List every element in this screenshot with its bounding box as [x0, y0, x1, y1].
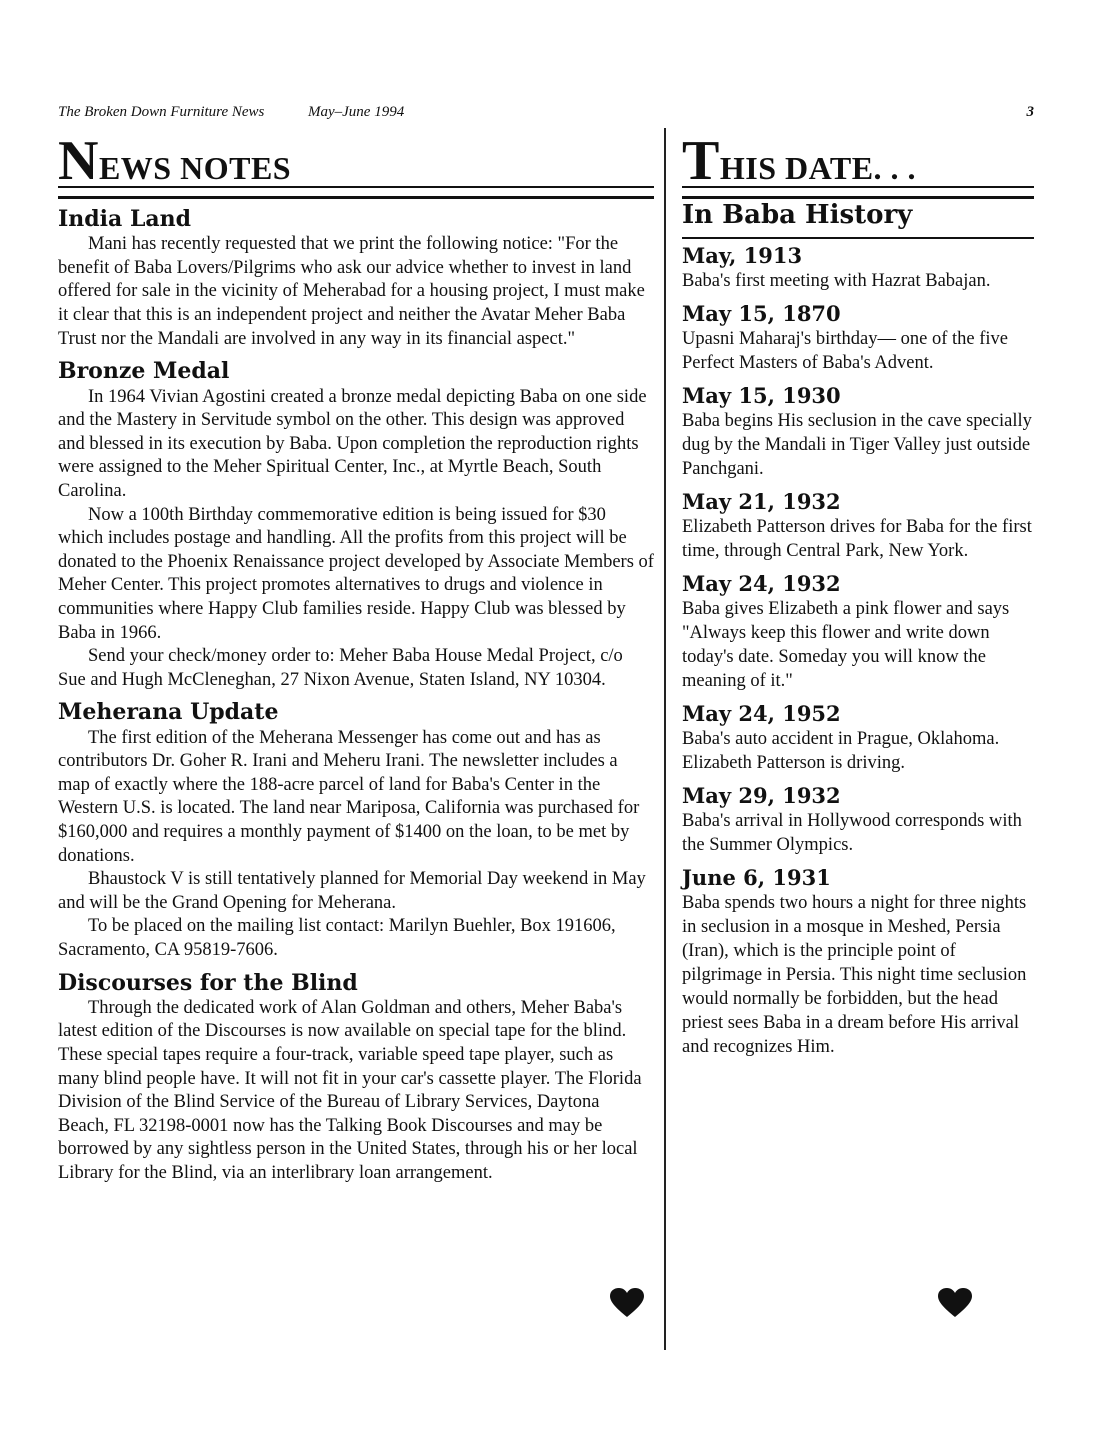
history-entry: [682, 243, 1034, 293]
entry-date: May 15, 1930: [682, 382, 841, 408]
history-entry: [682, 571, 1034, 693]
entry-text: Baba's auto accident in Prague, Oklahoma. Elizabeth Patterson is driving.: [682, 728, 1000, 773]
section-heading: Meherana Update: [58, 699, 279, 726]
paragraph: In 1964 Vivian Agostini created a bronze medal depicting Baba on one side and the Mastery in Servitude symbol on the other. This design was approved and blessed in its execution by Baba. Upon completion the reproduction rights were assigned to the Meher Spiritual Center, Inc., at Myrtle Beach, South Carolina.: [58, 386, 647, 501]
paragraph: Through the dedicated work of Alan Goldman and others, Meher Baba's latest edition of the Discourses is now available on special tape for the blind. These special tapes require a four-track, variable speed tape player, such as many blind people have. It will not fit in your car's cassette player. The Florida Division of the Blind Service of the Bureau of Library Services, Daytona Beach, FL 32198-0001 now has the Talking Book Discourses and may be borrowed by any sightless person in the United States, through his or her local Library for the Blind, via an interlibrary loan arrangement.: [58, 997, 642, 1183]
entry-date: May 24, 1932: [682, 570, 841, 596]
entry-text: Baba's first meeting with Hazrat Babajan.: [682, 270, 991, 291]
history-entry: [682, 701, 1034, 775]
entry-date: May 15, 1870: [682, 300, 841, 326]
news-notes-column: [58, 130, 654, 1186]
section-heading: Discourses for the Blind: [58, 969, 358, 996]
this-date-title: THIS DATE. . .: [682, 130, 917, 192]
history-entry: [682, 489, 1034, 563]
history-entry: [682, 383, 1034, 481]
issue-date: May–June 1994: [308, 104, 405, 120]
entry-date: June 6, 1931: [682, 864, 831, 890]
paragraph: Now a 100th Birthday commemorative edition is being issued for $30 which includes postage and handling. All the profits from this project will be donated to the Phoenix Renaissance project developed by Associate Members of Meher Center. This project promotes alternatives to drugs and violence in communities where Happy Club families reside. Happy Club was blessed by Baba in 1966.: [58, 504, 654, 643]
entry-date: May 21, 1932: [682, 488, 841, 514]
section-heading: Bronze Medal: [58, 358, 230, 385]
entry-date: May 24, 1952: [682, 700, 841, 726]
heart-icon: [938, 1288, 972, 1318]
publication-name: The Broken Down Furniture News: [58, 104, 265, 120]
column-divider: [664, 128, 666, 1350]
section-heading: India Land: [58, 206, 192, 232]
paragraph: Mani has recently requested that we print the following notice: "For the benefit of Baba Lovers/Pilgrims who ask our advice whether to invest in land offered for sale in the vicinity of Meherabad for a housing project, I must make it clear that this is an independent project and neither the Avatar Meher Baba Trust nor the Mandali are involved in any way in its financial aspect.": [58, 234, 645, 349]
entry-text: Upasni Maharaj's birthday— one of the five Perfect Masters of Baba's Advent.: [682, 328, 1008, 373]
entry-date: May 29, 1932: [682, 782, 841, 808]
masthead-rule: [682, 192, 1034, 199]
entry-text: Baba gives Elizabeth a pink flower and says "Always keep this flower and write down today's date. Someday you will know the meaning of it.": [682, 598, 1010, 691]
paragraph: To be placed on the mailing list contact: Marilyn Buehler, Box 191606, Sacramento, CA 95819-7606.: [58, 916, 616, 960]
this-date-masthead: [682, 130, 1034, 192]
history-entry: [682, 865, 1034, 1059]
section-bronze-medal: [58, 359, 654, 692]
section-discourses-for-the-blind: [58, 971, 654, 1186]
entry-text: Baba spends two hours a night for three nights in seclusion in a mosque in Meshed, Persia (Iran), which is the principle point of pilgrimage in Persia. This night time seclusion would normally be forbidden, but the head priest sees Baba in a dream before His arrival and recognizes Him.: [682, 892, 1027, 1057]
entry-text: Baba begins His seclusion in the cave specially dug by the Mandali in Tiger Valley just outside Panchgani.: [682, 410, 1032, 479]
section-india-land: [58, 207, 654, 351]
news-notes-title: NEWS NOTES: [58, 130, 292, 192]
entry-text: Elizabeth Patterson drives for Baba for the first time, through Central Park, New York.: [682, 516, 1032, 561]
masthead-rule: [58, 192, 654, 199]
history-subtitle: In Baba History: [682, 201, 1034, 239]
page-number: 3: [1026, 104, 1034, 120]
section-meherana-update: [58, 700, 654, 962]
heart-icon: [610, 1288, 644, 1318]
paragraph: Send your check/money order to: Meher Baba House Medal Project, c/o Sue and Hugh McCleneghan, 27 Nixon Avenue, Staten Island, NY 10304.: [58, 646, 623, 690]
this-date-column: [682, 130, 1034, 1067]
history-entry: [682, 783, 1034, 857]
entry-text: Baba's arrival in Hollywood corresponds with the Summer Olympics.: [682, 810, 1022, 855]
entry-date: May, 1913: [682, 242, 803, 268]
paragraph: The first edition of the Meherana Messenger has come out and has as contributors Dr. Goher R. Irani and Meheru Irani. The newsletter includes a map of exactly where the 188-acre parcel of land for Baba's Center in the Western U.S. is located. The land near Mariposa, California was purchased for $160,000 and requires a monthly payment of $1400 on the loan, to be met by donations.: [58, 727, 640, 866]
running-head: [58, 104, 1034, 126]
history-entry: [682, 301, 1034, 375]
paragraph: Bhaustock V is still tentatively planned for Memorial Day weekend in May and will be the Grand Opening for Meherana.: [58, 869, 646, 913]
news-notes-masthead: [58, 130, 654, 192]
